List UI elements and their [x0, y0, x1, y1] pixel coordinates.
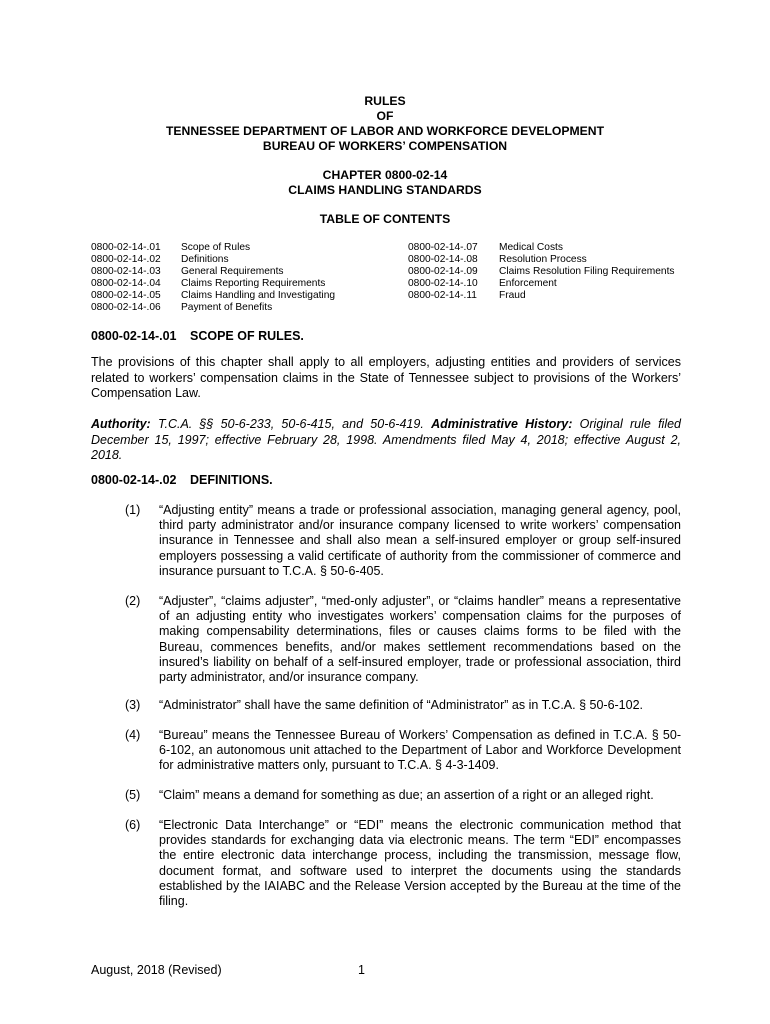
footer-date: August, 2018 (Revised) — [91, 963, 222, 977]
toc-entry-title: Claims Handling and Investigating — [181, 290, 336, 301]
definition-item — [91, 818, 681, 909]
definition-item — [91, 788, 681, 803]
toc-right-titles — [499, 242, 675, 302]
toc-heading: TABLE OF CONTENTS — [319, 212, 451, 226]
toc-entry-number: 0800-02-14-.04 — [91, 278, 161, 289]
toc-entry-number: 0800-02-14-.09 — [408, 266, 478, 277]
definition-item — [91, 698, 681, 713]
section-number: 0800-02-14-.02 — [91, 473, 177, 487]
section-heading-scope — [91, 329, 304, 344]
toc-entry-number: 0800-02-14-.01 — [91, 242, 161, 253]
doc-title-bureau: BUREAU OF WORKERS’ COMPENSATION — [262, 139, 508, 153]
section-title: DEFINITIONS. — [190, 473, 273, 487]
toc-right-numbers — [408, 242, 478, 302]
page-number: 1 — [358, 963, 365, 977]
toc-entry-title: Definitions — [181, 254, 229, 265]
toc-entry-number: 0800-02-14-.10 — [408, 278, 478, 289]
toc-entry-number: 0800-02-14-.03 — [91, 266, 161, 277]
definition-number: (3) — [125, 698, 141, 712]
section-number: 0800-02-14-.01 — [91, 329, 177, 343]
doc-title-rules: RULES — [364, 94, 406, 108]
toc-entry-title: Payment of Benefits — [181, 302, 273, 313]
toc-entry-number: 0800-02-14-.08 — [408, 254, 478, 265]
chapter-title: CLAIMS HANDLING STANDARDS — [288, 183, 482, 197]
toc-entry-number: 0800-02-14-.07 — [408, 242, 478, 253]
toc-entry-number: 0800-02-14-.02 — [91, 254, 161, 265]
definition-number: (2) — [125, 594, 141, 608]
definition-text: “Electronic Data Interchange” or “EDI” means the electronic communication method that provides standards for exchanging data via electronic means. The term “EDI” encompasses the entire electronic data interchange process, including the transmission, message flow, document format, and software used to interpret the documents using the standards established by the IAIABC and the Release Version accepted by the Bureau at the time of the filing. — [159, 818, 681, 909]
doc-title-of: OF — [376, 109, 394, 123]
toc-entry-title: Resolution Process — [499, 254, 587, 265]
section-heading-definitions — [91, 473, 273, 488]
definition-item — [91, 594, 681, 685]
toc-entry-title: Enforcement — [499, 278, 557, 289]
definition-text: “Claim” means a demand for something as due; an assertion of a right or an alleged right. — [159, 788, 654, 802]
toc-entry-title: Claims Resolution Filing Requirements — [499, 266, 675, 277]
toc-entry-title: Claims Reporting Requirements — [181, 278, 326, 289]
section-title: SCOPE OF RULES. — [190, 329, 304, 343]
toc-entry-number: 0800-02-14-.11 — [408, 290, 477, 301]
history-text: Original rule filed December 15, 1997; effective February 28, 1998. Amendments filed May 4, 2018; effective August 2, 2018. — [91, 417, 682, 463]
history-label: Administrative History: — [431, 417, 573, 431]
doc-title-department: TENNESSEE DEPARTMENT OF LABOR AND WORKFORCE DEVELOPMENT — [165, 124, 605, 138]
authority-paragraph — [91, 417, 681, 464]
definition-item — [91, 503, 681, 579]
toc-entry-title: Medical Costs — [499, 242, 563, 253]
authority-label: Authority: — [91, 417, 151, 431]
definition-number: (1) — [125, 503, 141, 517]
definition-text: “Administrator” shall have the same definition of “Administrator” as in T.C.A. § 50-6-102. — [159, 698, 644, 712]
toc-entry-title: General Requirements — [181, 266, 284, 277]
toc-entry-number: 0800-02-14-.06 — [91, 302, 161, 313]
toc-left-titles — [181, 242, 335, 314]
definition-number: (4) — [125, 728, 141, 742]
toc-left-numbers — [91, 242, 161, 314]
chapter-number: CHAPTER 0800-02-14 — [322, 168, 448, 182]
toc-entry-title: Fraud — [499, 290, 526, 301]
toc-entry-title: Scope of Rules — [181, 242, 251, 253]
scope-paragraph: The provisions of this chapter shall apply to all employers, adjusting entities and providers of services related to workers’ compensation claims in the State of Tennessee subject to provisions of the Workers’ Compensation Law. — [91, 355, 681, 401]
definition-text: “Adjusting entity” means a trade or professional association, managing general agency, pool, third party administrator and/or insurance company licensed to write workers’ compensation insurance in Tennessee and shall also mean a self-insured employer or group self-insured employers possessing a valid certificate of authority from the commissioner of commerce and insurance pursuant to T.C.A. § 50-6-405. — [159, 503, 681, 578]
definition-text: “Adjuster”, “claims adjuster”, “med-only adjuster”, or “claims handler” means a representative of an adjusting entity who investigates workers’ compensation claims for the purposes of making compensability determinations, files or causes claims forms to be filed with the Bureau, commences benefits, and/or makes settlement recommendations based on the insured’s liability on behalf of a self-insured employer, trade or professional association, third party administrator, and/or insurance company. — [159, 594, 681, 685]
definition-number: (6) — [125, 818, 141, 832]
definition-text: “Bureau” means the Tennessee Bureau of Workers’ Compensation as defined in T.C.A. § 50-6-102, an autonomous unit attached to the Department of Labor and Workforce Development for administrative matters only, pursuant to T.C.A. § 4-3-1409. — [159, 728, 681, 773]
authority-text: T.C.A. §§ 50-6-233, 50-6-415, and 50-6-419. — [157, 417, 424, 431]
definition-item — [91, 728, 681, 774]
definition-number: (5) — [125, 788, 141, 802]
toc-entry-number: 0800-02-14-.05 — [91, 290, 161, 301]
